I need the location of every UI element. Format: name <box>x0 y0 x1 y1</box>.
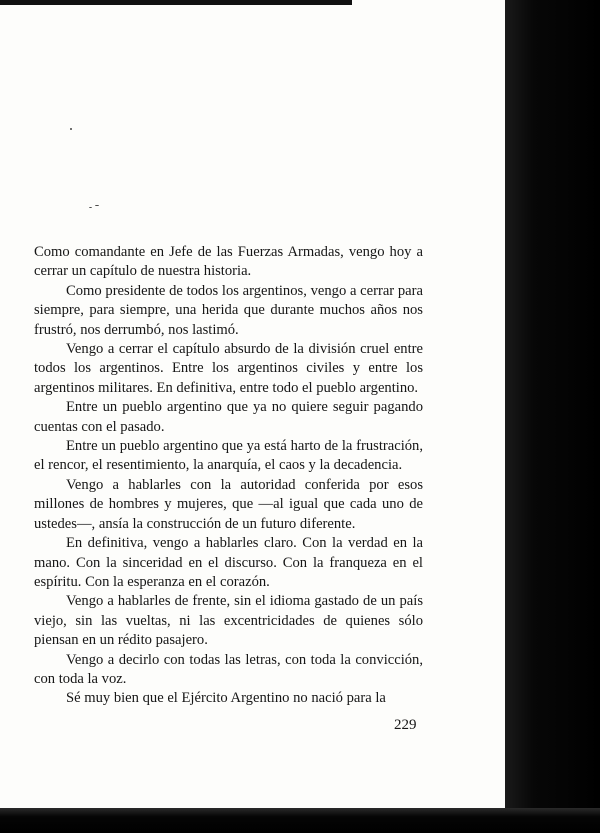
paragraph: Vengo a cerrar el capítulo absurdo de la división cruel entre todos los argentinos. Entre los argentinos civiles y entre los argentinos militares. En definitiva, entre todo el pueblo argentino. <box>34 341 423 396</box>
paragraph: Entre un pueblo argentino que ya está harto de la frustración, el rencor, el resentimiento, la anarquía, el caos y la decadencia. <box>34 438 423 474</box>
paragraph: En definitiva, vengo a hablarles claro. Con la verdad en la mano. Con la sinceridad en el discurso. Con la franqueza en el espíritu. Con la esperanza en el corazón. <box>34 535 423 590</box>
scan-speck <box>89 207 92 208</box>
paragraph: Vengo a hablarles con la autoridad conferida por esos millones de hombres y mujeres, que —al igual que cada uno de ustedes—, ansía la construcción de un futuro diferente. <box>34 476 423 532</box>
paragraph: Sé muy bien que el Ejército Argentino no nació para la <box>66 690 386 707</box>
paragraph: Entre un pueblo argentino que ya no quiere seguir pagando cuentas con el pasado. <box>34 399 423 435</box>
scan-speck <box>95 205 99 206</box>
paragraph: Vengo a hablarles de frente, sin el idioma gastado de un país viejo, sin las vueltas, ni las excentricidades de quienes sólo piensan en un rédito pasajero. <box>34 593 423 649</box>
paragraph: Como presidente de todos los argentinos, vengo a cerrar para siempre, para siempre, una herida que durante muchos años nos frustró, nos derrumbó, nos lastimó. <box>34 282 423 338</box>
paragraph: Como comandante en Jefe de las Fuerzas Armadas, vengo hoy a cerrar un capítulo de nuestra historia. <box>34 244 423 280</box>
paragraph: Vengo a decirlo con todas las letras, con toda la convicción, con toda la voz. <box>34 651 423 687</box>
scan-dark-edge <box>505 0 600 833</box>
body-text <box>34 243 423 709</box>
scan-speck <box>70 128 72 130</box>
page-number: 229 <box>394 717 417 733</box>
top-rule <box>0 0 352 5</box>
scan-bottom-band <box>0 808 600 833</box>
